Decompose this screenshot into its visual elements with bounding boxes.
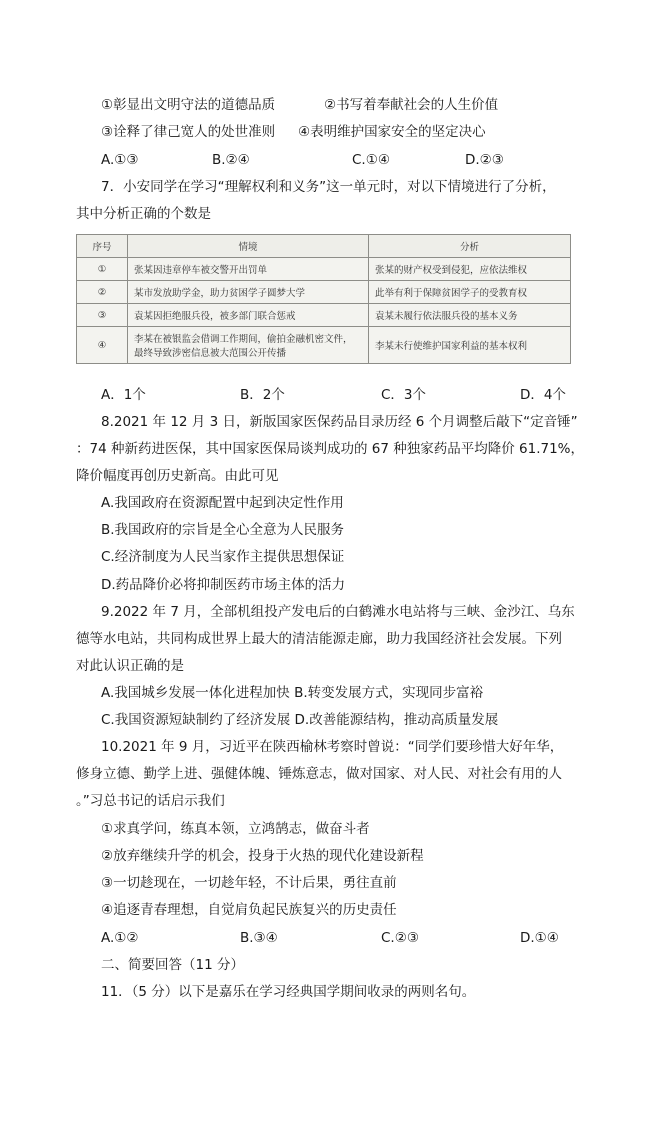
q8-stem-line-2: ：74 种新药进医保，其中国家医保局谈判成功的 67 种独家药品平均降价 61.71%，: [76, 441, 584, 457]
q7-option-c: C．3个: [381, 387, 427, 403]
q10-option-d: D.①④: [520, 930, 559, 946]
q6-option-b: B.②④: [212, 152, 250, 168]
table-cell-number: ④: [77, 327, 128, 364]
table-cell-context: [128, 327, 369, 364]
q6-statement-2: ②书写着奉献社会的人生价值: [324, 97, 499, 113]
q10-stem-line-3: 。”习总书记的话启示我们: [76, 793, 225, 809]
q8-option-c: C.经济制度为人民当家作主提供思想保证: [101, 549, 345, 565]
q9-stem-line-1: 9.2022 年 7 月，全部机组投产发电后的白鹤滩水电站将与三峡、金沙江、乌东: [101, 604, 575, 620]
q7-option-b: B．2个: [240, 387, 285, 403]
q10-statement-4: ④追逐青春理想，自觉肩负起民族复兴的历史责任: [101, 902, 397, 918]
q6-option-d: D.②③: [465, 152, 504, 168]
table-cell-context-line-2: 最终导致涉密信息被大范围公开传播: [134, 348, 287, 359]
table-cell-analysis: 此举有利于保障贫困学子的受教育权: [369, 281, 571, 304]
q7-option-a: A．1个: [101, 387, 146, 403]
q10-stem-line-2: 修身立德、勤学上进、强健体魄、锤炼意志，做对国家、对人民、对社会有用的人: [76, 766, 562, 782]
table-header-row: [77, 235, 571, 258]
table-cell-analysis: 袁某未履行依法服兵役的基本义务: [369, 304, 571, 327]
table-cell-number: ②: [77, 281, 128, 304]
q7-stem-line-2: 其中分析正确的个数是: [76, 206, 211, 222]
section-heading: 二、简要回答（11 分）: [101, 957, 244, 973]
q8-stem-line-3: 降价幅度再创历史新高。由此可见: [76, 468, 279, 484]
q6-option-c: C.①④: [352, 152, 390, 168]
q6-statement-1: ①彰显出文明守法的道德品质: [101, 97, 276, 113]
q10-option-b: B.③④: [240, 930, 278, 946]
table-cell-context-line-1: 李某在被银监会借调工作期间，偷拍金融机密文件，: [134, 334, 353, 345]
q7-scenario-table: [76, 234, 571, 364]
q6-statement-4: ④表明维护国家安全的坚定决心: [298, 124, 486, 140]
q10-statement-2: ②放弃继续升学的机会，投身于火热的现代化建设新程: [101, 848, 424, 864]
table-cell-number: ③: [77, 304, 128, 327]
q10-statement-1: ①求真学问，练真本领，立鸿鹄志，做奋斗者: [101, 821, 370, 837]
q10-option-c: C.②③: [381, 930, 419, 946]
q7-option-d: D．4个: [520, 387, 566, 403]
table-row: [77, 304, 571, 327]
q6-option-a: A.①③: [101, 152, 139, 168]
table-header-analysis: 分析: [369, 235, 571, 258]
q8-stem-line-1: 8.2021 年 12 月 3 日，新版国家医保药品目录历经 6 个月调整后敲下“定音锤”: [101, 414, 578, 430]
q11-stem: 11．（5 分）以下是嘉乐在学习经典国学期间收录的两则名句。: [101, 984, 476, 1000]
table-header-number: 序号: [77, 235, 128, 258]
table-cell-number: ①: [77, 258, 128, 281]
q10-stem-line-1: 10.2021 年 9 月，习近平在陕西榆林考察时曾说：“同学们要珍惜大好年华，: [101, 739, 564, 755]
q9-options-row-1: A.我国城乡发展一体化进程加快 B.转变发展方式，实现同步富裕: [101, 685, 484, 701]
table-cell-context: 张某因违章停车被交警开出罚单: [128, 258, 369, 281]
table-cell-analysis: 张某的财产权受到侵犯，应依法维权: [369, 258, 571, 281]
q8-option-b: B.我国政府的宗旨是全心全意为人民服务: [101, 522, 345, 538]
q10-statement-3: ③一切趁现在，一切趁年轻，不计后果，勇往直前: [101, 875, 397, 891]
table-cell-context: 袁某因拒绝服兵役，被多部门联合惩戒: [128, 304, 369, 327]
q8-option-d: D.药品降价必将抑制医药市场主体的活力: [101, 577, 346, 593]
q10-option-a: A.①②: [101, 930, 139, 946]
q8-option-a: A.我国政府在资源配置中起到决定性作用: [101, 495, 344, 511]
table-row: [77, 327, 571, 364]
q9-stem-line-3: 对此认识正确的是: [76, 658, 184, 674]
q9-options-row-2: C.我国资源短缺制约了经济发展 D.改善能源结构，推动高质量发展: [101, 712, 499, 728]
table-header-context: 情境: [128, 235, 369, 258]
table-cell-analysis: 李某未行使维护国家利益的基本权利: [369, 327, 571, 364]
q6-statement-3: ③诠释了律己宽人的处世准则: [101, 124, 276, 140]
table-row: [77, 258, 571, 281]
table-row: [77, 281, 571, 304]
table-cell-context: 某市发放助学金，助力贫困学子圆梦大学: [128, 281, 369, 304]
q7-stem-line-1: 7．小安同学在学习“理解权利和义务”这一单元时，对以下情境进行了分析，: [101, 179, 556, 195]
q9-stem-line-2: 德等水电站，共同构成世界上最大的清洁能源走廊，助力我国经济社会发展。下列: [76, 631, 562, 647]
